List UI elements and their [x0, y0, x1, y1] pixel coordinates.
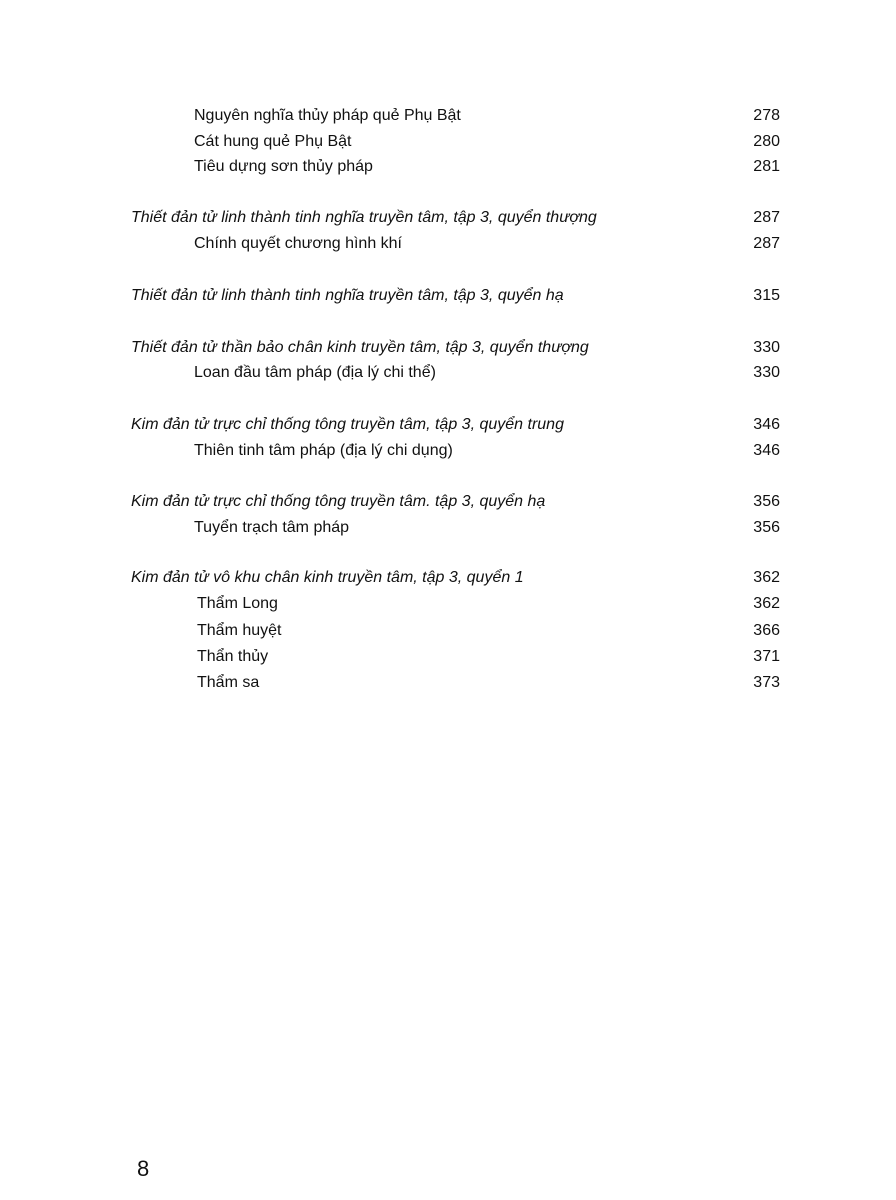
toc-entry-title: Chính quyết chương hình khí	[194, 235, 402, 252]
toc-heading-title: Kim đản tử trực chỉ thống tông truyền tâm. tập 3, quyển hạ	[131, 493, 546, 510]
toc-entry-page: 330	[753, 364, 780, 381]
toc-entry	[0, 517, 896, 539]
toc-heading-page: 315	[753, 287, 780, 304]
toc-section-heading	[0, 414, 896, 436]
toc-heading-page: 330	[753, 339, 780, 356]
toc-entry	[0, 672, 896, 694]
toc-heading-title: Thiết đản tử linh thành tinh nghĩa truyền tâm, tập 3, quyển hạ	[131, 287, 564, 304]
toc-entry	[0, 105, 896, 127]
toc-heading-title: Kim đản tử trực chỉ thống tông truyền tâm, tập 3, quyển trung	[131, 416, 564, 433]
toc-entry-title: Tuyển trạch tâm pháp	[194, 519, 350, 536]
toc-entry-page: 281	[753, 158, 780, 175]
toc-entry-page: 373	[753, 674, 780, 691]
toc-entry-title: Thẩn thủy	[197, 648, 269, 665]
toc-entry	[0, 131, 896, 153]
toc-section-heading	[0, 567, 896, 589]
toc-entry	[0, 156, 896, 178]
toc-entry-page: 287	[753, 235, 780, 252]
toc-section-heading	[0, 285, 896, 307]
toc-entry	[0, 362, 896, 384]
toc-entry-page: 366	[753, 622, 780, 639]
toc-entry	[0, 646, 896, 668]
toc-entry	[0, 233, 896, 255]
toc-entry-title: Thẩm Long	[197, 595, 278, 612]
toc-entry-title: Thiên tinh tâm pháp (địa lý chi dụng)	[194, 442, 453, 459]
toc-entry-title: Tiêu dựng sơn thủy pháp	[194, 158, 373, 175]
toc-section-heading	[0, 491, 896, 513]
toc-heading-page: 362	[753, 569, 780, 586]
toc-heading-title: Kim đản tử vô khu chân kinh truyền tâm, tập 3, quyển 1	[131, 569, 524, 586]
toc-entry-title: Thẩm sa	[197, 674, 260, 691]
toc-entry	[0, 440, 896, 462]
toc-heading-page: 346	[753, 416, 780, 433]
page-number: 8	[137, 1156, 150, 1181]
toc-entry-page: 371	[753, 648, 780, 665]
toc-entry-title: Loan đầu tâm pháp (địa lý chi thể)	[194, 364, 436, 381]
toc-entry-page: 356	[753, 519, 780, 536]
toc-entry-title: Thẩm huyệt	[197, 622, 282, 639]
toc-heading-title: Thiết đản tử linh thành tinh nghĩa truyền tâm, tập 3, quyển thượng	[131, 209, 597, 226]
toc-heading-page: 287	[753, 209, 780, 226]
toc-entry-page: 278	[753, 107, 780, 124]
toc-entry-title: Cát hung quẻ Phụ Bật	[194, 133, 352, 150]
toc-entry-title: Nguyên nghĩa thủy pháp quẻ Phụ Bật	[194, 107, 461, 124]
toc-entry	[0, 593, 896, 615]
toc-entry-page: 280	[753, 133, 780, 150]
toc-entry-page: 346	[753, 442, 780, 459]
toc-section-heading	[0, 207, 896, 229]
toc-section-heading	[0, 337, 896, 359]
toc-heading-title: Thiết đản tử thần bảo chân kinh truyền tâm, tập 3, quyển thượng	[131, 339, 589, 356]
toc-entry	[0, 620, 896, 642]
toc-heading-page: 356	[753, 493, 780, 510]
toc-entry-page: 362	[753, 595, 780, 612]
